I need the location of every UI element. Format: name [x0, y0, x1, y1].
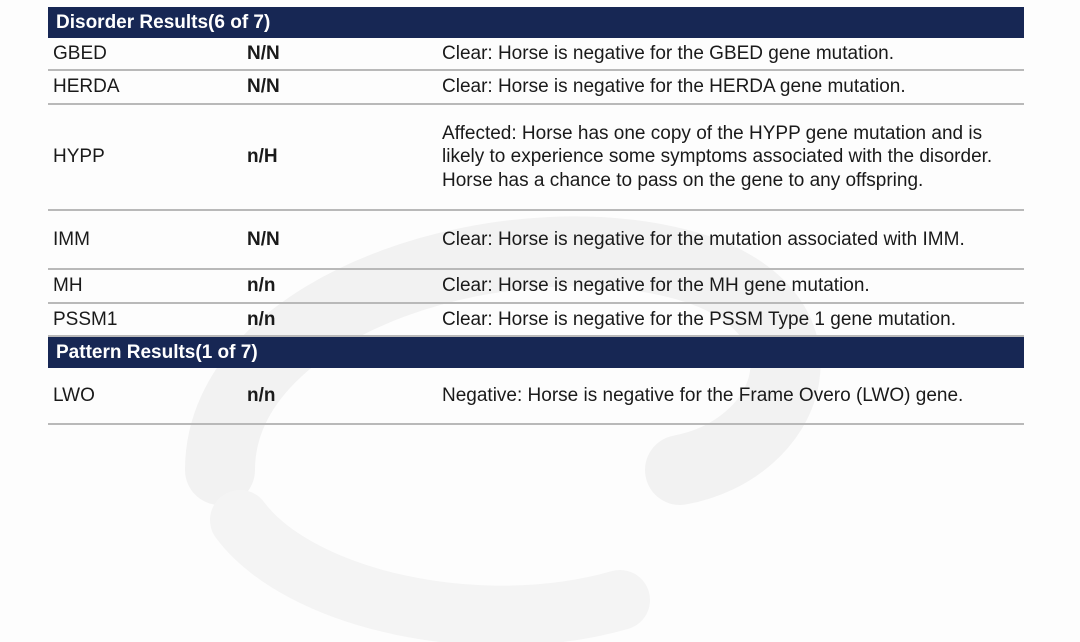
disorder-results-header: Disorder Results(6 of 7)	[48, 7, 1024, 38]
disorder-result: n/n	[247, 275, 276, 296]
disorder-name: MH	[53, 275, 83, 296]
table-row-lwo	[48, 368, 1024, 425]
pattern-results-header: Pattern Results(1 of 7)	[48, 337, 1024, 368]
disorder-name: PSSM1	[53, 308, 118, 330]
table-row-imm	[48, 211, 1024, 270]
table-row-gbed	[48, 38, 1024, 71]
disorder-name: GBED	[53, 42, 107, 64]
disorder-result: N/N	[247, 76, 280, 97]
pattern-description: Negative: Horse is negative for the Frame Overo (LWO) gene.	[442, 384, 964, 406]
disorder-description: Clear: Horse is negative for the HERDA gene mutation.	[442, 76, 906, 98]
disorder-name: HYPP	[53, 146, 105, 167]
table-row-hypp	[48, 105, 1024, 211]
genetic-report-table	[48, 7, 1024, 425]
disorder-result: n/H	[247, 146, 278, 167]
disorder-result: N/N	[247, 42, 280, 64]
disorder-description: Affected: Horse has one copy of the HYPP gene mutation and is likely to experience some symptoms associated with the disorder. Horse has a chance to pass on the gene to any offspring.	[442, 122, 993, 191]
disorder-description: Clear: Horse is negative for the GBED gene mutation.	[442, 42, 895, 64]
disorder-result: N/N	[247, 228, 280, 250]
pattern-result: n/n	[247, 384, 276, 406]
disorder-description: Clear: Horse is negative for the MH gene mutation.	[442, 275, 870, 297]
disorder-name: HERDA	[53, 76, 120, 97]
pattern-name: LWO	[53, 384, 95, 406]
disorder-result: n/n	[247, 308, 276, 330]
table-row-pssm1	[48, 304, 1024, 337]
disorder-description: Clear: Horse is negative for the mutation associated with IMM.	[442, 228, 965, 250]
table-row-mh	[48, 270, 1024, 304]
disorder-description: Clear: Horse is negative for the PSSM Type 1 gene mutation.	[442, 308, 956, 330]
disorder-name: IMM	[53, 228, 90, 250]
table-row-herda	[48, 71, 1024, 105]
